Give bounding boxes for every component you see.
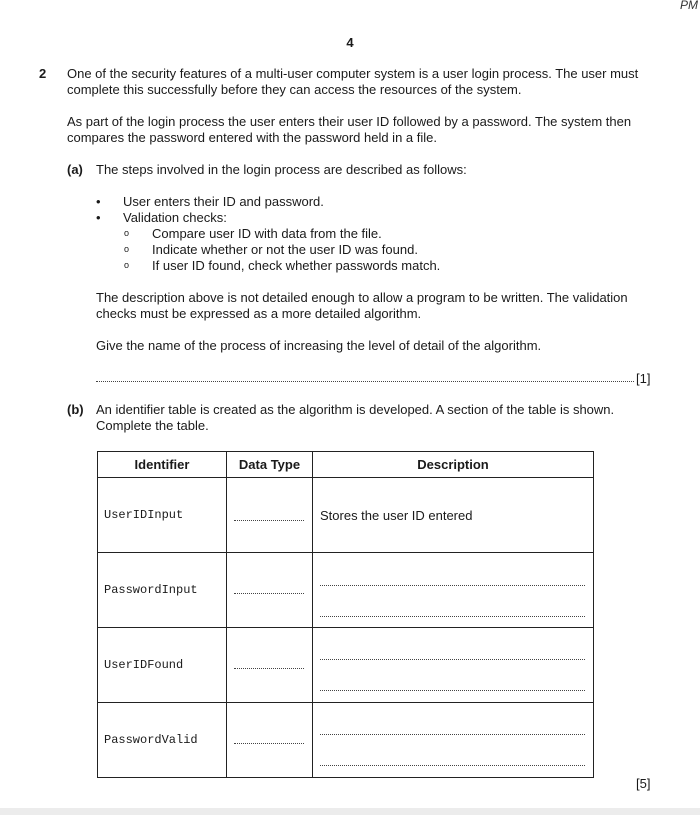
answer-line[interactable] <box>320 690 585 691</box>
answer-line[interactable] <box>320 616 585 617</box>
identifier-cell: PasswordInput <box>98 553 227 628</box>
answer-line[interactable] <box>234 520 304 521</box>
table-row <box>98 478 594 553</box>
bullet-item: Validation checks: <box>123 210 227 225</box>
identifier-cell: UserIDInput <box>98 478 227 553</box>
header-data-type: Data Type <box>227 452 313 478</box>
sub-bullet-icon: o <box>124 228 130 238</box>
answer-line[interactable] <box>320 765 585 766</box>
marks-b: [5] <box>636 776 651 791</box>
part-a-label: (a) <box>67 162 83 177</box>
description-text: Stores the user ID entered <box>320 507 473 523</box>
sub-bullet-icon: o <box>124 244 130 254</box>
sub-bullet-item: Indicate whether or not the user ID was found. <box>152 242 418 257</box>
table-row <box>98 553 594 628</box>
identifier-table <box>97 451 594 778</box>
question-number: 2 <box>39 66 47 81</box>
identifier-cell: PasswordValid <box>98 703 227 778</box>
part-b-text: An identifier table is created as the algorithm is developed. A section of the table is shown. Complete the table. <box>96 402 615 433</box>
answer-line[interactable] <box>234 668 304 669</box>
sub-bullet-icon: o <box>124 260 130 270</box>
marks-a: [1] <box>636 371 651 386</box>
answer-line[interactable] <box>320 585 585 586</box>
data-type-cell[interactable] <box>227 553 313 628</box>
page-number: 4 <box>346 35 354 50</box>
description-cell[interactable] <box>313 703 594 778</box>
bullet-icon: • <box>96 210 101 225</box>
answer-line[interactable] <box>320 659 585 660</box>
data-type-cell[interactable] <box>227 703 313 778</box>
sub-bullet-item: Compare user ID with data from the file. <box>152 226 382 241</box>
description-cell[interactable] <box>313 553 594 628</box>
header-identifier: Identifier <box>98 452 227 478</box>
identifier-cell: UserIDFound <box>98 628 227 703</box>
bullet-item: User enters their ID and password. <box>123 194 324 209</box>
question-intro-1: One of the security features of a multi-user computer system is a user login process. The user must complete this successfully before they can access the resources of the system. <box>67 66 639 97</box>
part-b-label: (b) <box>67 402 84 417</box>
sub-bullet-item: If user ID found, check whether passwords match. <box>152 258 441 273</box>
answer-line[interactable] <box>320 734 585 735</box>
header-description: Description <box>313 452 594 478</box>
data-type-cell[interactable] <box>227 478 313 553</box>
description-cell[interactable] <box>313 628 594 703</box>
answer-line[interactable] <box>234 743 304 744</box>
question-intro-2: As part of the login process the user enters their user ID followed by a password. The system then compares the password entered with the password held in a file. <box>67 114 632 145</box>
data-type-cell[interactable] <box>227 628 313 703</box>
part-a-note: The description above is not detailed enough to allow a program to be written. The validation checks must be expressed as a more detailed algorithm. <box>96 290 628 321</box>
description-cell <box>313 478 594 553</box>
answer-line[interactable] <box>234 593 304 594</box>
bullet-icon: • <box>96 194 101 209</box>
answer-line[interactable] <box>96 381 634 382</box>
part-a-question: Give the name of the process of increasing the level of detail of the algorithm. <box>96 338 542 353</box>
page-footer-strip <box>0 808 700 815</box>
part-a-lead: The steps involved in the login process are described as follows: <box>96 162 467 177</box>
table-row <box>98 628 594 703</box>
table-row <box>98 703 594 778</box>
table-header-row <box>98 452 594 478</box>
corner-mark: PM <box>680 0 698 12</box>
